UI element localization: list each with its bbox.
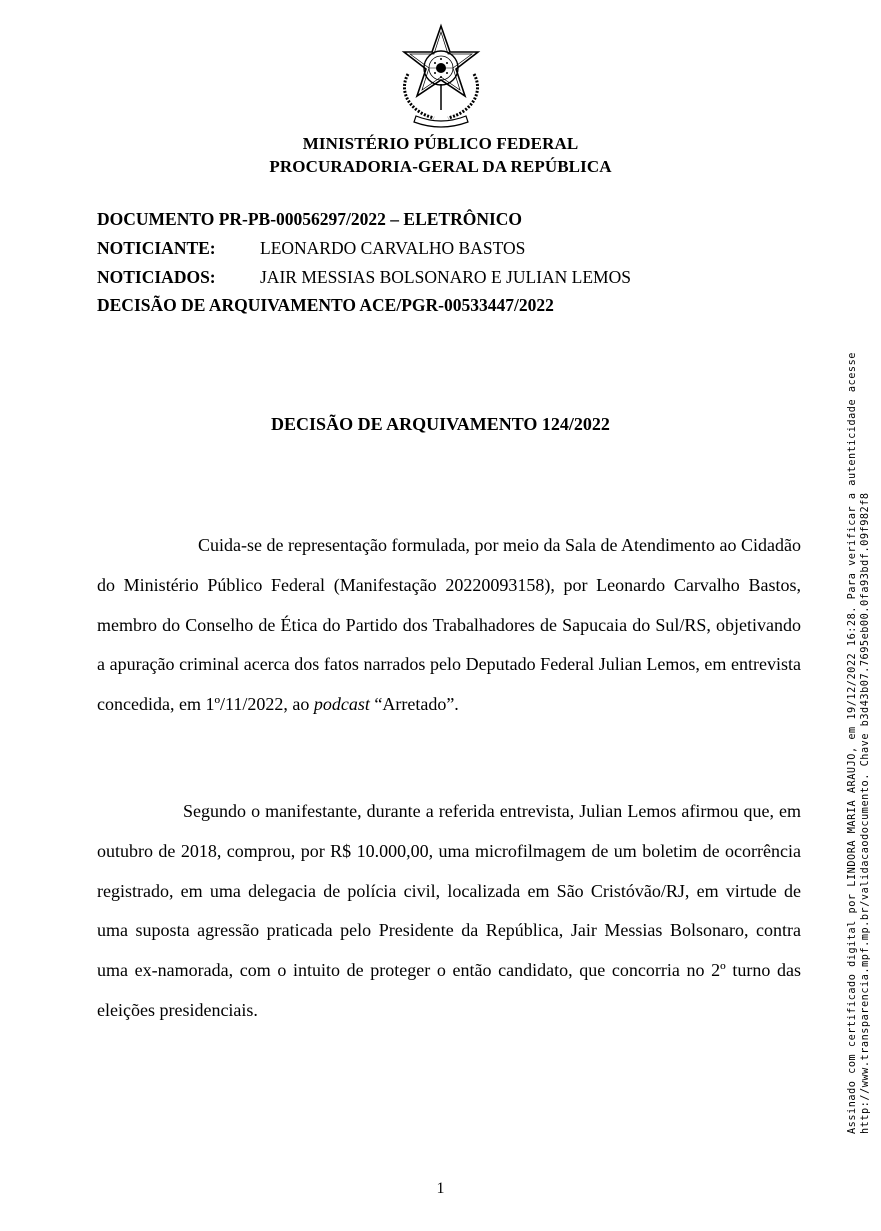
noticiados-label: NOTICIADOS:	[97, 267, 216, 287]
noticiante-value: LEONARDO CARVALHO BASTOS	[260, 238, 526, 258]
page-number: 1	[436, 1180, 445, 1197]
brazil-coat-of-arms-icon	[388, 22, 494, 132]
italic-term: podcast	[313, 694, 370, 715]
noticiante-label: NOTICIANTE:	[97, 238, 216, 258]
noticiados-row	[97, 267, 631, 287]
org-line-ministerio: MINISTÉRIO PÚBLICO FEDERAL	[302, 134, 579, 153]
paragraph-1: Cuida-se de representação formulada, por meio da Sala de Atendimento ao Cidadão do Ministério Público Federal (Manifestação 20220093158), por Leonardo Carvalho Bastos, membro do Conselho de Ética do Partido dos Trabalhadores de Sapucaia do Sul/RS, objetivando a apuração criminal acerca dos fatos narrados pelo Deputado Federal Julian Lemos, em entrevista concedida, em 1º/11/2022, ao podcast “Arretado”.	[97, 535, 801, 715]
org-line-procuradoria: PROCURADORIA-GERAL DA REPÚBLICA	[269, 157, 612, 176]
noticiante-row	[97, 238, 526, 258]
signature-line-2: http://www.transparencia.mpf.mp.br/validacaodocumento. Chave b3d43b07.7695eb00.0fa93bdf.09f982f8	[860, 492, 871, 1134]
noticiados-value: JAIR MESSIAS BOLSONARO E JULIAN LEMOS	[260, 267, 631, 287]
document-id: DOCUMENTO PR-PB-00056297/2022 – ELETRÔNICO	[97, 209, 523, 229]
digital-signature-note	[846, 352, 872, 1134]
document-title: DECISÃO DE ARQUIVAMENTO 124/2022	[271, 414, 610, 434]
signature-line-1: Assinado com certificado digital por LINDORA MARIA ARAUJO, em 19/12/2022 16:28. Para verificar a autenticidade acesse	[847, 352, 858, 1134]
decisao-id: DECISÃO DE ARQUIVAMENTO ACE/PGR-00533447/2022	[97, 295, 554, 315]
paragraph-2: Segundo o manifestante, durante a referida entrevista, Julian Lemos afirmou que, em outubro de 2018, comprou, por R$ 10.000,00, uma microfilmagem de um boletim de ocorrência registrado, em uma delegacia de polícia civil, localizada em São Cristóvão/RJ, em virtude de uma suposta agressão praticada pelo Presidente da República, Jair Messias Bolsonaro, contra uma ex-namorada, com o intuito de proteger o então candidato, que concorria no 2º turno das eleições presidenciais.	[97, 801, 801, 1020]
